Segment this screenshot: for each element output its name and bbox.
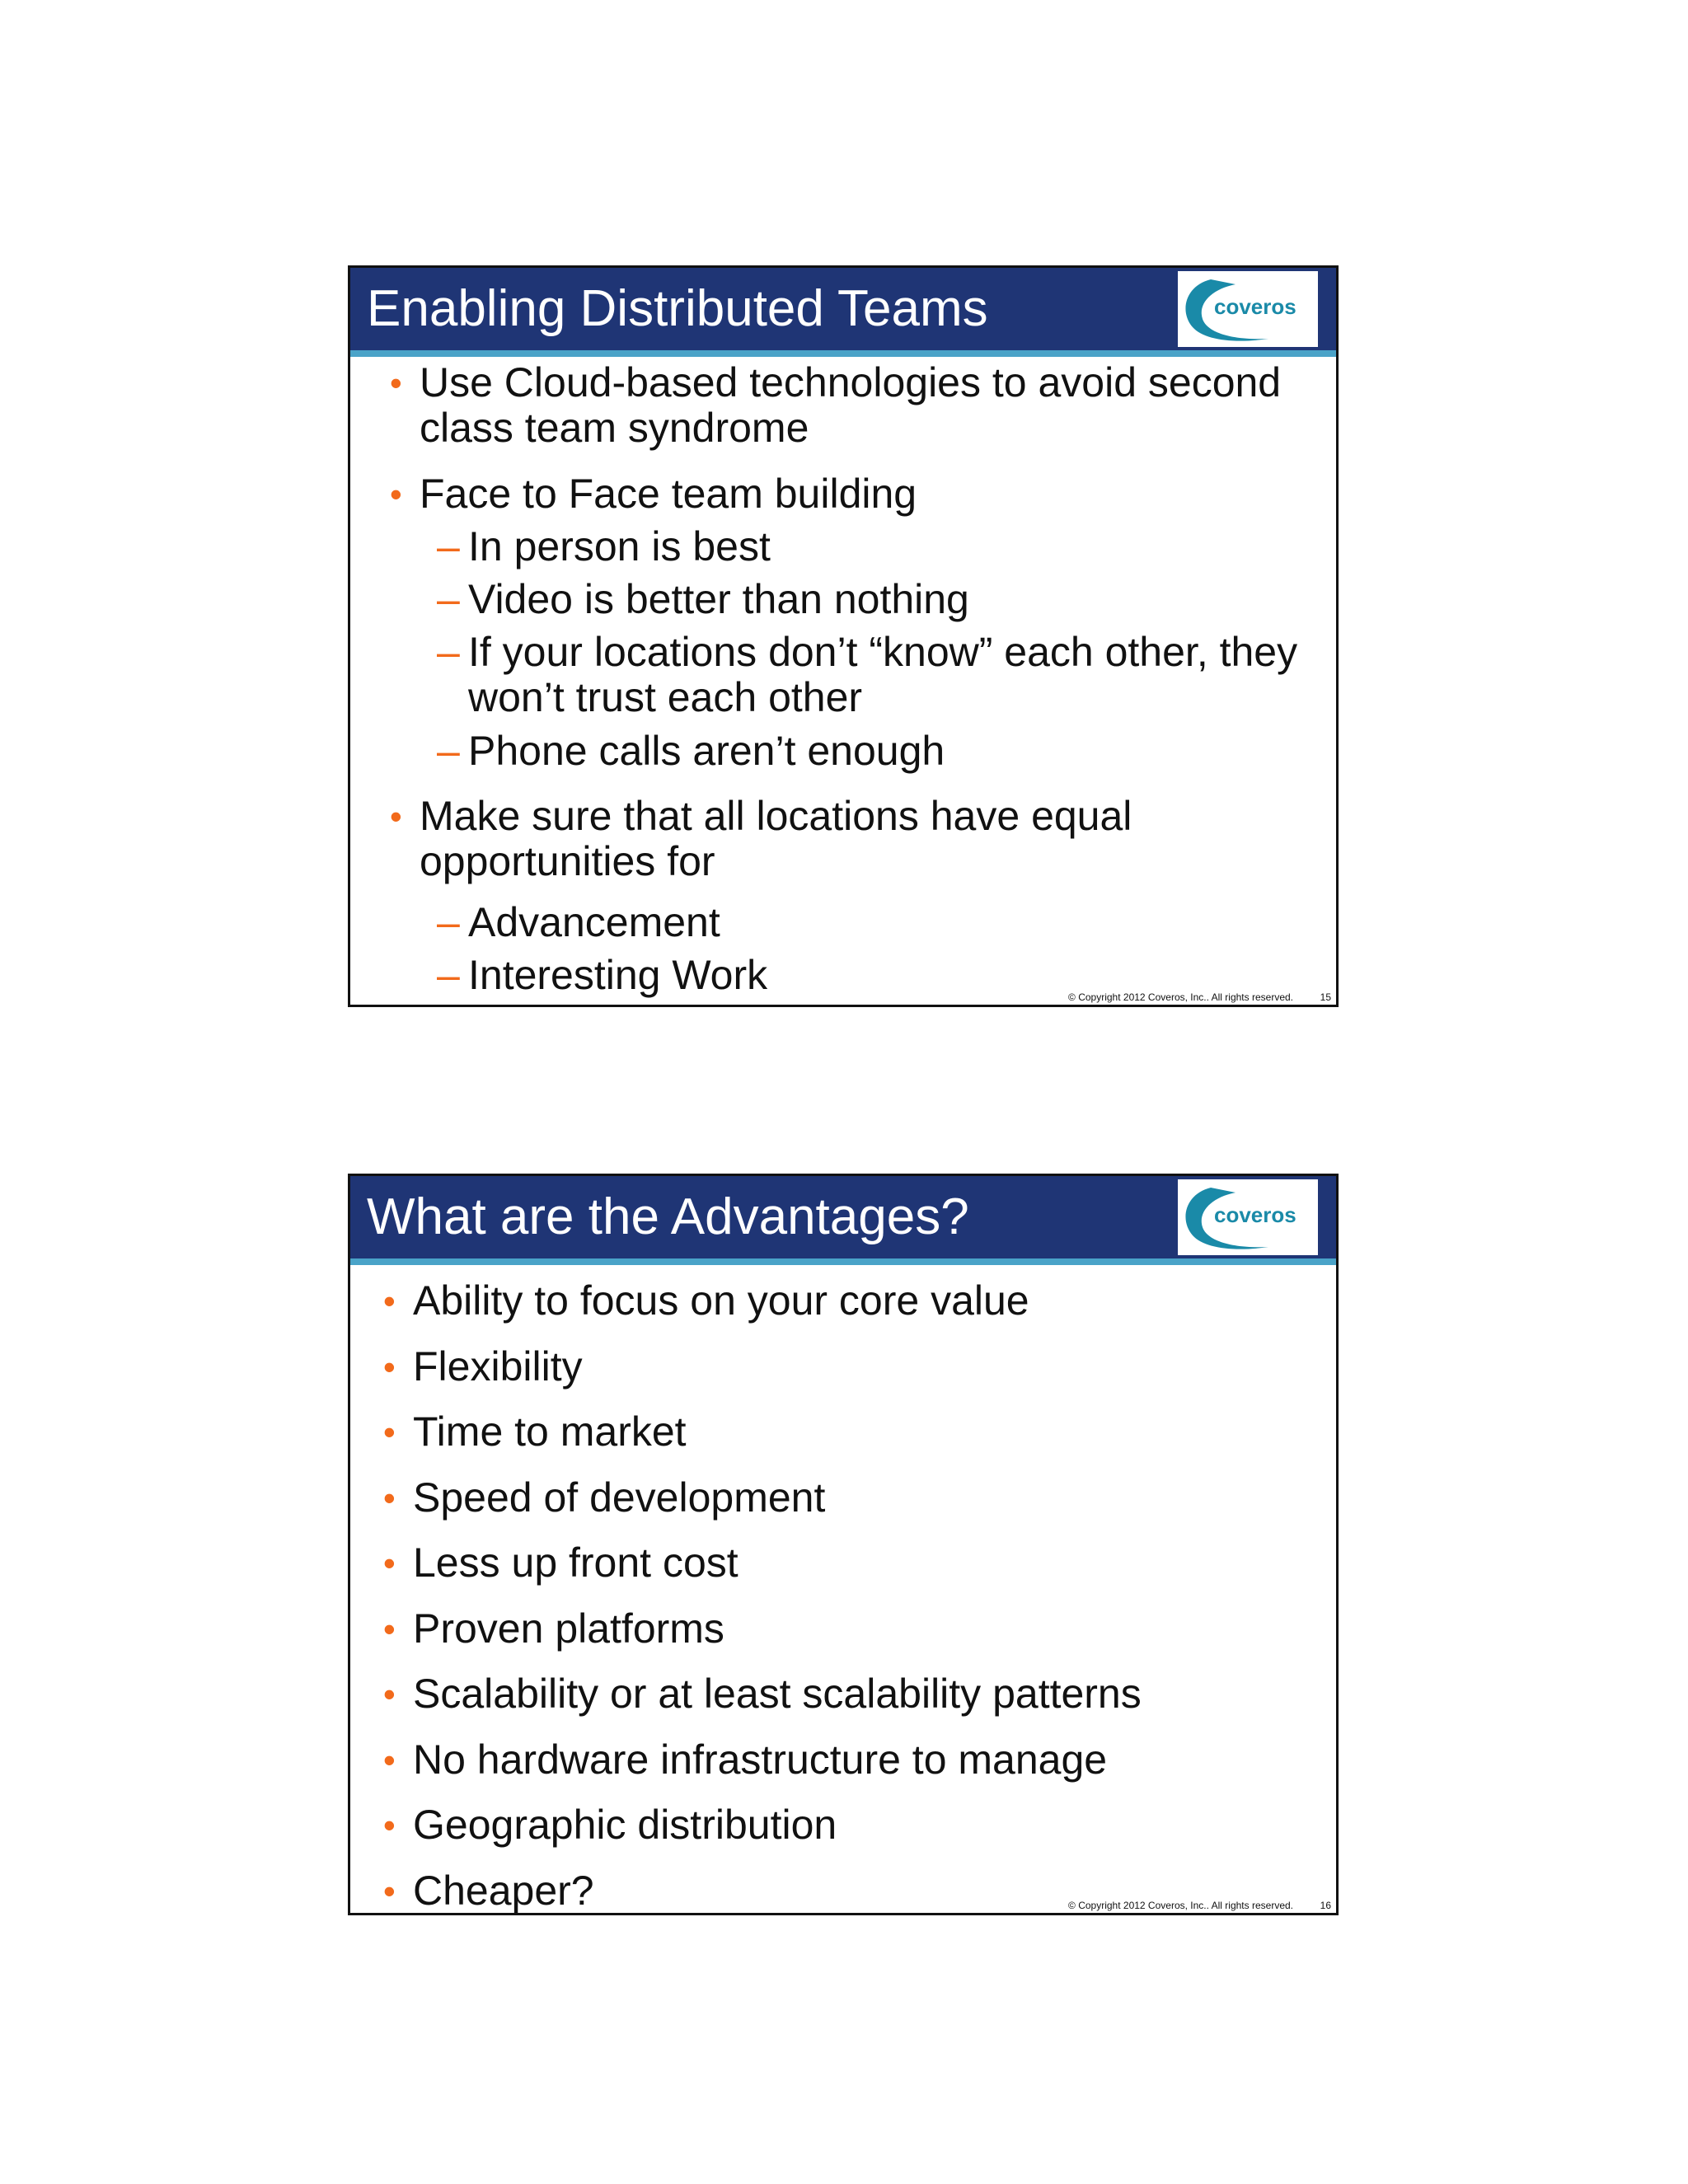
list-item: • Cheaper? [383,1868,594,1914]
list-item: • Speed of development [383,1474,826,1521]
list-item: • Less up front cost [383,1540,738,1586]
svg-text:coveros: coveros [1214,294,1296,319]
orange-dash-icon: – [437,899,460,945]
orange-dash-icon: – [437,629,460,675]
orange-dot-icon: • [383,1544,396,1582]
orange-dash-icon: – [437,952,460,998]
orange-dot-icon: • [383,1347,396,1386]
slide-title: What are the Advantages? [367,1188,969,1245]
orange-dot-icon: • [383,1479,396,1517]
slide-number: 15 [1320,991,1331,1003]
list-item: • No hardware infrastructure to manage [383,1736,1108,1783]
orange-dash-icon: – [437,576,460,622]
slide-16 [348,1174,1339,1915]
orange-dot-icon: • [383,1282,396,1320]
coveros-logo [1178,1179,1318,1255]
list-item: • Flexibility [383,1343,583,1390]
copyright-notice: © Copyright 2012 Coveros, Inc.. All rights reserved. [1068,991,1293,1003]
coveros-logo-icon [1178,271,1318,347]
list-item: • Ability to focus on your core value [383,1277,1029,1324]
list-item: – Advancement [437,899,720,945]
list-item: – Video is better than nothing [437,576,969,622]
list-item: • Face to Face team building [390,471,917,517]
slide-body [350,1265,1336,1913]
slide-header [350,268,1336,350]
orange-dot-icon: • [383,1872,396,1910]
orange-dot-icon: • [383,1806,396,1844]
orange-dash-icon: – [437,728,460,774]
orange-dot-icon: • [383,1610,396,1648]
slide-title: Enabling Distributed Teams [367,280,988,337]
slide-number: 16 [1320,1900,1331,1911]
list-item: – In person is best [437,523,771,569]
list-item: – Interesting Work [437,952,768,998]
slide-15 [348,265,1339,1007]
list-item: • Use Cloud-based technologies to avoid second class team syndrome [390,359,1282,451]
list-item: – Phone calls aren’t enough [437,728,945,774]
copyright-notice: © Copyright 2012 Coveros, Inc.. All rights reserved. [1068,1900,1293,1911]
orange-dot-icon: • [383,1675,396,1713]
header-stripe [350,350,1336,357]
orange-dot-icon: • [390,363,402,402]
coveros-logo [1178,271,1318,347]
list-item: • Geographic distribution [383,1802,837,1848]
list-item: • Proven platforms [383,1605,724,1652]
coveros-logo-icon [1178,1179,1318,1255]
list-item: – If your locations don’t “know” each other, they won’t trust each other [437,629,1298,720]
list-item: • Time to market [383,1408,687,1455]
svg-text:coveros: coveros [1214,1202,1296,1227]
header-stripe [350,1258,1336,1265]
orange-dot-icon: • [383,1413,396,1451]
slide-body [350,357,1336,1005]
orange-dot-icon: • [390,475,402,513]
orange-dot-icon: • [383,1741,396,1779]
orange-dash-icon: – [437,523,460,569]
list-item: • Make sure that all locations have equal opportunities for [390,793,1132,884]
slide-header [350,1176,1336,1258]
list-item: • Scalability or at least scalability patterns [383,1671,1142,1717]
orange-dot-icon: • [390,797,402,836]
